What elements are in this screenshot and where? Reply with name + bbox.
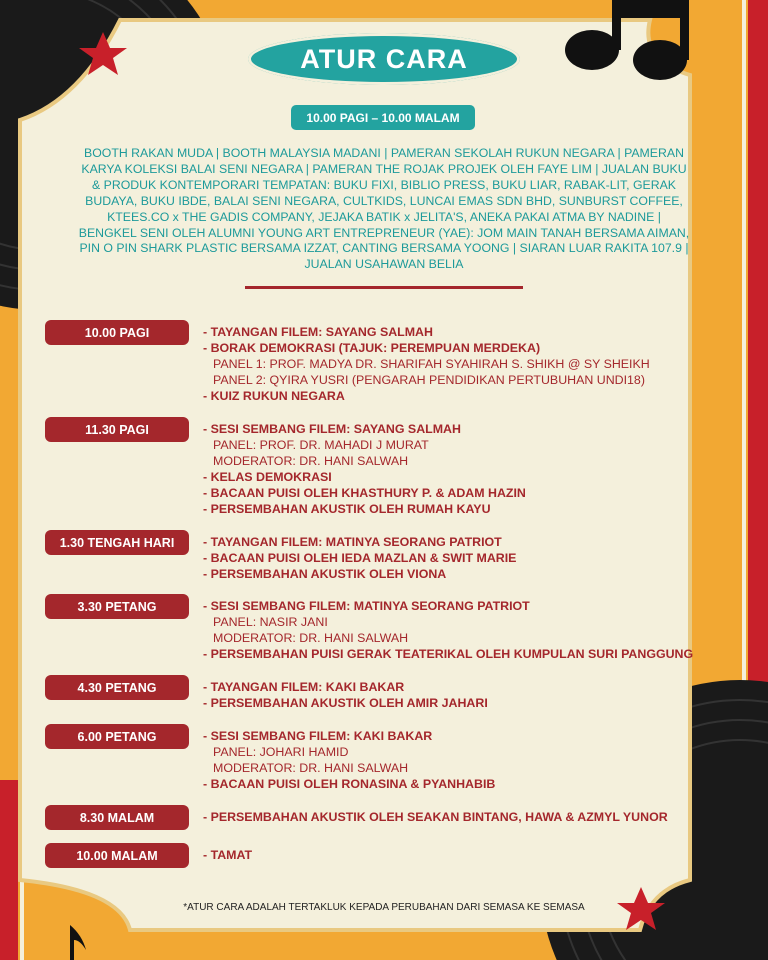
time-badge: 4.30 PETANG bbox=[45, 675, 189, 700]
footer-note: *ATUR CARA ADALAH TERTAKLUK KEPADA PERUBAHAN DARI SEMASA KE SEMASA bbox=[183, 902, 585, 913]
schedule-items bbox=[203, 679, 488, 711]
schedule-item: - TAYANGAN FILEM: SAYANG SALMAH bbox=[203, 325, 433, 339]
time-badge: 10.00 PAGI bbox=[45, 320, 189, 345]
schedule-item: - PERSEMBAHAN AKUSTIK OLEH VIONA bbox=[203, 567, 447, 581]
schedule-item: - BACAAN PUISI OLEH RONASINA & PYANHABIB bbox=[203, 777, 496, 791]
schedule-item: - BORAK DEMOKRASI (TAJUK: PEREMPUAN MERDEKA) bbox=[203, 341, 541, 355]
time-range-badge: 10.00 PAGI – 10.00 MALAM bbox=[291, 105, 475, 130]
time-badge: 6.00 PETANG bbox=[45, 724, 189, 749]
schedule-subitem: MODERATOR: DR. HANI SALWAH bbox=[213, 631, 409, 645]
schedule-item: - PERSEMBAHAN AKUSTIK OLEH SEAKAN BINTANG, HAWA & AZMYL YUNOR bbox=[203, 810, 668, 824]
intro-text: BOOTH RAKAN MUDA | BOOTH MALAYSIA MADANI | PAMERAN SEKOLAH RUKUN NEGARA | PAMERAN KARYA KOLEKSI BALAI SENI NEGARA | PAMERAN THE ROJAK PROJEK OLEH FAYE LIM | JUALAN BUKU & PRODUK KONTEMPORARI TEMPATAN: BUKU FIXI, BIBLIO PRESS, BUKU LIAR, RABAK-LIT, GERAK BUDAYA, BUKU IBDE, BALAI SENI NEGARA, CULTKIDS, LUNCAI EMAS SDN BHD, SUNBURST COFFEE, KTEES.CO x THE GADIS COMPANY, JEJAKA BATIK x JELITA'S, ANEKA PAKAI ATMA BY NADINE | BENGKEL SENI OLEH ALUMNI YOUNG ART ENTREPRENEUR (YAE): JOM MAIN TANAH BERSAMA AIMAN, PIN O PIN SHARK PLASTIC BERSAMA IZZAT, CANTING BERSAMA YOONG | SIARAN LUAR RAKITA 107.9 | JUALAN USAHAWAN BELIA bbox=[78, 146, 690, 272]
schedule-items bbox=[203, 421, 526, 517]
schedule-item: - KUIZ RUKUN NEGARA bbox=[203, 389, 345, 403]
schedule-items bbox=[203, 847, 252, 863]
page-title: ATUR CARA bbox=[248, 33, 520, 85]
schedule-subitem: PANEL: PROF. DR. MAHADI J MURAT bbox=[213, 438, 429, 452]
schedule-subitem: PANEL 2: QYIRA YUSRI (PENGARAH PENDIDIKAN PERTUBUHAN UNDI18) bbox=[213, 373, 645, 387]
schedule-item: - SESI SEMBANG FILEM: SAYANG SALMAH bbox=[203, 422, 461, 436]
schedule-subitem: MODERATOR: DR. HANI SALWAH bbox=[213, 454, 409, 468]
schedule-items bbox=[203, 728, 495, 792]
schedule-item: - TAYANGAN FILEM: MATINYA SEORANG PATRIOT bbox=[203, 535, 502, 549]
schedule-item: - PERSEMBAHAN AKUSTIK OLEH AMIR JAHARI bbox=[203, 696, 488, 710]
schedule-item: - KELAS DEMOKRASI bbox=[203, 470, 332, 484]
schedule-items bbox=[203, 534, 516, 582]
time-badge: 8.30 MALAM bbox=[45, 805, 189, 830]
schedule-item: - BACAAN PUISI OLEH KHASTHURY P. & ADAM HAZIN bbox=[203, 486, 526, 500]
schedule-item: - TAYANGAN FILEM: KAKI BAKAR bbox=[203, 680, 405, 694]
schedule-items bbox=[203, 809, 668, 825]
schedule-item: - BACAAN PUISI OLEH IEDA MAZLAN & SWIT MARIE bbox=[203, 551, 517, 565]
schedule-subitem: PANEL: NASIR JANI bbox=[213, 615, 328, 629]
time-badge: 11.30 PAGI bbox=[45, 417, 189, 442]
divider bbox=[245, 286, 523, 289]
schedule-items bbox=[203, 598, 693, 662]
schedule-items bbox=[203, 324, 650, 404]
schedule-item: - TAMAT bbox=[203, 848, 253, 862]
schedule-item: - SESI SEMBANG FILEM: MATINYA SEORANG PATRIOT bbox=[203, 599, 530, 613]
schedule-subitem: PANEL 1: PROF. MADYA DR. SHARIFAH SYAHIRAH S. SHIKH @ SY SHEIKH bbox=[213, 357, 650, 371]
time-badge: 10.00 MALAM bbox=[45, 843, 189, 868]
time-badge: 3.30 PETANG bbox=[45, 594, 189, 619]
schedule-subitem: MODERATOR: DR. HANI SALWAH bbox=[213, 761, 409, 775]
time-badge: 1.30 TENGAH HARI bbox=[45, 530, 189, 555]
schedule-item: - PERSEMBAHAN AKUSTIK OLEH RUMAH KAYU bbox=[203, 502, 491, 516]
schedule-item: - SESI SEMBANG FILEM: KAKI BAKAR bbox=[203, 729, 433, 743]
schedule-item: - PERSEMBAHAN PUISI GERAK TEATERIKAL OLEH KUMPULAN SURI PANGGUNG bbox=[203, 647, 694, 661]
schedule-subitem: PANEL: JOHARI HAMID bbox=[213, 745, 349, 759]
